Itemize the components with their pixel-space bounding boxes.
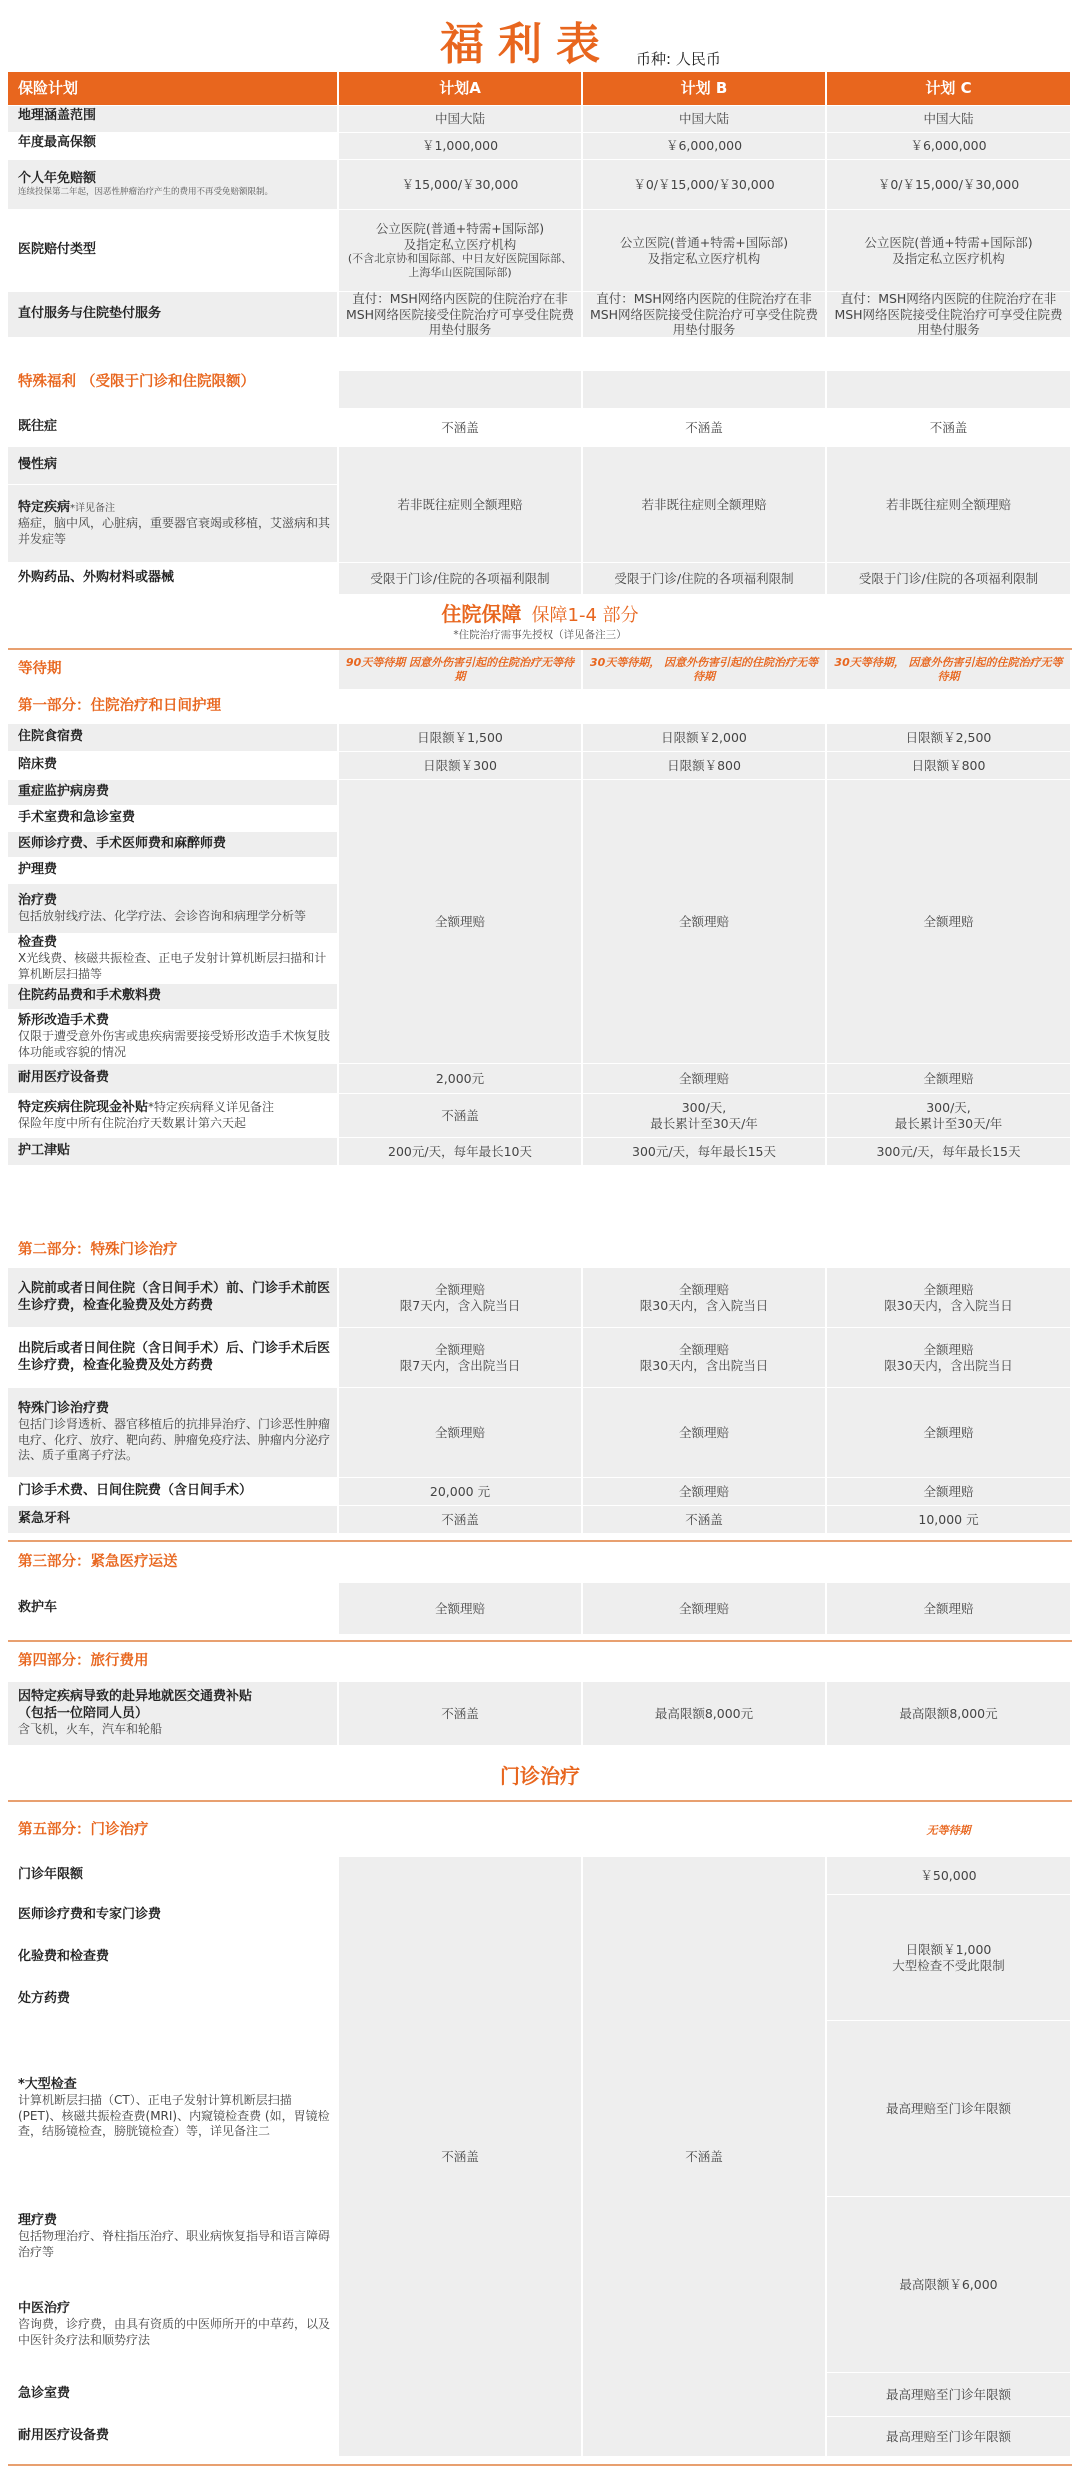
equipment-label: 耐用医疗设备费: [8, 1064, 339, 1094]
room-label: 住院食宿费: [8, 724, 339, 752]
direct-pay-b: 直付：MSH网络内医院的住院治疗在非MSH网络医院接受住院治疗可享受住院费用垫付服务: [583, 292, 827, 338]
part4-table: [8, 1642, 1072, 1746]
waiting-b: 30天等待期， 因意外伤害引起的住院治疗无等待期: [583, 650, 827, 690]
part3-title: 第三部分：紧急医疗运送: [8, 1543, 339, 1583]
travel-label-cell: [8, 1682, 339, 1746]
empty-cell: [339, 1234, 583, 1268]
op-equip-label: 耐用医疗设备费: [8, 2417, 339, 2457]
dental-a: 不涵盖: [339, 1506, 583, 1534]
empty-cell: [339, 371, 583, 409]
room-a: 日限额￥1,500: [339, 724, 583, 752]
equipment-b: 全额理赔: [583, 1064, 827, 1094]
op-surgery-b: 全额理赔: [583, 1478, 827, 1506]
special-op-a: 全额理赔: [339, 1388, 583, 1478]
major-exam-label-cell: [8, 2021, 339, 2197]
inpatient-title: 住院保障: [441, 602, 522, 626]
preexisting-c: 不涵盖: [827, 409, 1072, 447]
equipment-a: 2,000元: [339, 1064, 583, 1094]
op-daily-line2: 大型检查不受此限制: [892, 1957, 1005, 1973]
preexisting-label: 既往症: [8, 409, 339, 447]
critical-label: 特定疾病: [18, 499, 71, 515]
part1-title: 第一部分：住院治疗和日间护理: [8, 690, 339, 724]
room-b: 日限额￥2,000: [583, 724, 827, 752]
external-drugs-a: 受限于门诊/住院的各项福利限制: [339, 563, 583, 595]
preexisting-a: 不涵盖: [339, 409, 583, 447]
empty-cell: [583, 1543, 827, 1583]
annual-max-b: ￥6,000,000: [583, 133, 827, 160]
critical-label-cell: [8, 485, 339, 563]
tcm-label: 中医治疗: [18, 2300, 71, 2316]
op-equip-c: 最高理赔至门诊年限额: [827, 2417, 1072, 2457]
post-a: [339, 1328, 583, 1388]
travel-sub: 含飞机，火车，汽车和轮船: [18, 1721, 163, 1736]
preexisting-b: 不涵盖: [583, 409, 827, 447]
hospital-type-c-line1: 公立医院(普通+特需+国际部): [864, 234, 1033, 250]
critical-c: 若非既往症则全额理赔: [827, 447, 1072, 563]
hospital-type-b-line2: 及指定私立医疗机构: [647, 250, 761, 266]
companion-b: 日限额￥800: [583, 752, 827, 780]
ambulance-b: 全额理赔: [583, 1583, 827, 1635]
er-label: 急诊室费: [8, 2373, 339, 2417]
empty-cell: [583, 690, 827, 724]
cash-note: *特定疾病释义详见备注: [148, 1099, 275, 1114]
special-op-label-cell: [8, 1388, 339, 1478]
ambulance-c: 全额理赔: [827, 1583, 1072, 1635]
op-doctor-label: 医师诊疗费和专家门诊费: [8, 1895, 339, 1937]
empty-cell: [827, 690, 1072, 724]
hospital-type-a-line1: 公立医院(普通+特需+国际部): [375, 221, 545, 237]
doctor-label: 医师诊疗费、手术医师费和麻醉师费: [8, 832, 339, 858]
nursing-allow-label: 护工津贴: [8, 1138, 339, 1166]
inpatient-note: *住院治疗需事先授权（详见备注三）: [453, 629, 627, 641]
cash-label: 特定疾病住院现金补贴: [18, 1099, 149, 1115]
icu-label: 重症监护病房费: [8, 780, 339, 806]
inpatient-banner: [0, 598, 1080, 642]
ambulance-label: 救护车: [8, 1583, 339, 1635]
plan-header-row: [8, 72, 1072, 106]
pre-a-line1: 全额理赔: [434, 1281, 485, 1297]
tcm-sub: 咨询费，诊疗费，由具有资质的中医师所开的中草药，以及中医针灸疗法和顺势疗法: [18, 2317, 331, 2347]
plan-b-header: 计划 B: [583, 72, 827, 106]
op-daily-line1: 日限额￥1,000: [905, 1941, 992, 1957]
post-c-line2: 限30天内，含出院当日: [884, 1357, 1013, 1373]
op-surgery-c: 全额理赔: [827, 1478, 1072, 1506]
part3-table: [8, 1543, 1072, 1635]
empty-cell: [583, 1642, 827, 1682]
hospital-type-b-line1: 公立医院(普通+特需+国际部): [619, 234, 789, 250]
op-lab-label: 化验费和检查费: [8, 1937, 339, 1979]
empty-cell: [583, 371, 827, 409]
cash-label-cell: [8, 1094, 339, 1138]
part5-table: [8, 1805, 1072, 2457]
direct-pay-a: 直付：MSH网络内医院的住院治疗在非MSH网络医院接受住院治疗可享受住院费用垫付服务: [339, 292, 583, 338]
deductible-b: ￥0/￥15,000/￥30,000: [583, 160, 827, 210]
post-c-line1: 全额理赔: [923, 1341, 974, 1357]
cash-a: 不涵盖: [339, 1094, 583, 1138]
annual-max-c: ￥6,000,000: [827, 133, 1072, 160]
op-annual-label: 门诊年限额: [8, 1857, 339, 1895]
op-surgery-a: 20,000 元: [339, 1478, 583, 1506]
empty-cell: [827, 371, 1072, 409]
currency-label: 币种: 人民币: [636, 50, 721, 68]
part5-not-covered-a: 不涵盖: [339, 1857, 583, 2457]
exam-label: 检查费: [18, 934, 58, 950]
treatment-sub: 包括放射线疗法、化学疗法、会诊咨询和病理学分析等: [18, 908, 307, 923]
drugs-label: 住院药品费和手术敷料费: [8, 984, 339, 1010]
part5-c-waiting: 无等待期: [827, 1805, 1072, 1857]
hospital-type-label: 医院赔付类型: [8, 210, 339, 292]
special-op-b: 全额理赔: [583, 1388, 827, 1478]
hospital-type-b: [583, 210, 827, 292]
special-op-label: 特殊门诊治疗费: [18, 1400, 110, 1416]
op-daily-c: [827, 1895, 1072, 2021]
travel-label2: （包括一位陪同人员）: [18, 1705, 149, 1721]
special-op-c: 全额理赔: [827, 1388, 1072, 1478]
travel-c: 最高限额8,000元: [827, 1682, 1072, 1746]
post-b-line1: 全额理赔: [678, 1341, 729, 1357]
critical-b: 若非既往症则全额理赔: [583, 447, 827, 563]
critical-note: *详见备注: [70, 502, 116, 514]
deductible-label-cell: [8, 160, 339, 210]
special-op-sub: 包括门诊肾透析、器官移植后的抗排异治疗、门诊恶性肿瘤电疗、化疗、放疗、靶向药、肿瘤免疫疗法、肿瘤内分泌疗法、质子重离子疗法。: [18, 1417, 331, 1463]
therapy-label: 理疗费: [18, 2212, 58, 2228]
treatment-label: 治疗费: [18, 892, 58, 908]
divider: [8, 2464, 1072, 2466]
empty-cell: [827, 1642, 1072, 1682]
dental-label: 紧急牙科: [8, 1506, 339, 1534]
deductible-c: ￥0/￥15,000/￥30,000: [827, 160, 1072, 210]
post-label: 出院后或者日间住院（含日间手术）后、门诊手术后医生诊疗费，检查化验费及处方药费: [8, 1328, 339, 1388]
cash-c-line1: 300/天,: [926, 1099, 971, 1115]
page-title: 福利表: [440, 19, 614, 70]
empty-cell: [583, 1805, 827, 1857]
part1-full-c: 全额理赔: [827, 780, 1072, 1064]
travel-label: 因特定疾病导致的赴异地就医交通费补贴: [18, 1689, 253, 1705]
cash-b-line1: 300/天,: [681, 1099, 727, 1115]
travel-a: 不涵盖: [339, 1682, 583, 1746]
chronic-label: 慢性病: [8, 447, 339, 485]
annual-max-a: ￥1,000,000: [339, 133, 583, 160]
part5-title: 第五部分：门诊治疗: [8, 1805, 339, 1857]
pre-label: 入院前或者日间住院（含日间手术）前、门诊手术前医生诊疗费，检查化验费及处方药费: [8, 1268, 339, 1328]
hospital-type-a-line2: 及指定私立医疗机构: [403, 236, 517, 252]
cash-b: [583, 1094, 827, 1138]
critical-a: 若非既往症则全额理赔: [339, 447, 583, 563]
waiting-a: 90天等待期 因意外伤害引起的住院治疗无等待期: [339, 650, 583, 690]
nursing-allow-c: 300元/天，每年最长15天: [827, 1138, 1072, 1166]
annual-max-label: 年度最高保额: [8, 133, 339, 160]
pre-c-line2: 限30天内，含入院当日: [884, 1297, 1013, 1313]
outpatient-banner: [0, 1760, 1080, 1789]
post-b: [583, 1328, 827, 1388]
inpatient-subtitle: 保障1-4 部分: [531, 605, 639, 626]
companion-a: 日限额￥300: [339, 752, 583, 780]
ortho-label: 矫形改造手术费: [18, 1012, 110, 1028]
nursing-allow-b: 300元/天，每年最长15天: [583, 1138, 827, 1166]
treatment-label-cell: [8, 884, 339, 934]
nursing-allow-a: 200元/天，每年最长10天: [339, 1138, 583, 1166]
dental-c: 10,000 元: [827, 1506, 1072, 1534]
therapy-label-cell: [8, 2197, 339, 2277]
post-c: [827, 1328, 1072, 1388]
pre-b-line1: 全额理赔: [678, 1281, 729, 1297]
exam-label-cell: [8, 934, 339, 984]
external-drugs-label: 外购药品、外购材料或器械: [8, 563, 339, 595]
basic-info-table: [8, 106, 1072, 338]
direct-pay-label: 直付服务与住院垫付服务: [8, 292, 339, 338]
deductible-a: ￥15,000/￥30,000: [339, 160, 583, 210]
travel-b: 最高限额8,000元: [583, 1682, 827, 1746]
tcm-label-cell: [8, 2277, 339, 2373]
critical-sub: 癌症，脑中风，心脏病，重要器官衰竭或移植，艾滋病和其并发症等: [18, 516, 331, 546]
therapy-sub: 包括物理治疗、脊柱指压治疗、职业病恢复指导和语言障碍治疗等: [18, 2229, 331, 2259]
hospital-type-a-line3: (不含北京协和国际部、中日友好医院国际部、上海华山医院国际部): [347, 252, 573, 280]
plan-header-label: 保险计划: [8, 72, 339, 106]
ortho-label-cell: [8, 1010, 339, 1064]
empty-cell: [339, 1543, 583, 1583]
post-a-line1: 全额理赔: [434, 1341, 485, 1357]
post-b-line2: 限30天内，含出院当日: [639, 1357, 769, 1373]
part1-table: [8, 650, 1072, 1166]
external-drugs-c: 受限于门诊/住院的各项福利限制: [827, 563, 1072, 595]
major-exam-c: 最高理赔至门诊年限额: [827, 2021, 1072, 2197]
direct-pay-c: 直付：MSH网络内医院的住院治疗在非MSH网络医院接受住院治疗可享受住院费用垫付服务: [827, 292, 1072, 338]
deductible-note: 连续投保第二年起，因恶性肿瘤治疗产生的费用不再受免赔额限制。: [18, 187, 274, 198]
region-a: 中国大陆: [339, 106, 583, 133]
cash-c: [827, 1094, 1072, 1138]
hospital-type-c: [827, 210, 1072, 292]
cash-sub: 保险年度中所有住院治疗天数累计第六天起: [18, 1115, 247, 1130]
dental-b: 不涵盖: [583, 1506, 827, 1534]
room-c: 日限额￥2,500: [827, 724, 1072, 752]
special-benefits-title: 特殊福利 （受限于门诊和住院限额）: [8, 371, 339, 409]
waiting-c: 30天等待期， 因意外伤害引起的住院治疗无等待期: [827, 650, 1072, 690]
part5-not-covered-b: 不涵盖: [583, 1857, 827, 2457]
plan-a-header: 计划A: [339, 72, 583, 106]
companion-c: 日限额￥800: [827, 752, 1072, 780]
deductible-label: 个人年免赔额: [18, 171, 97, 187]
post-a-line2: 限7天内，含出院当日: [399, 1357, 521, 1373]
er-c: 最高理赔至门诊年限额: [827, 2373, 1072, 2417]
nursing-label: 护理费: [8, 858, 339, 884]
waiting-label: 等待期: [8, 650, 339, 690]
empty-cell: [339, 1642, 583, 1682]
divider: [8, 1800, 1072, 1802]
pre-a: [339, 1268, 583, 1328]
part1-full-b: 全额理赔: [583, 780, 827, 1064]
part2-table: [8, 1234, 1072, 1534]
cash-c-line2: 最长累计至30天/年: [894, 1115, 1003, 1131]
major-exam-sub: 计算机断层扫描（CT）、正电子发射计算机断层扫描(PET)、核磁共振检查费(MRI)、内窥镜检查费 (如，胃镜检查，结肠镜检查，膀胱镜检查）等，详见备注二: [18, 2093, 330, 2139]
special-benefits-table: [8, 371, 1072, 595]
equipment-c: 全额理赔: [827, 1064, 1072, 1094]
hospital-type-a: [339, 210, 583, 292]
outpatient-title: 门诊治疗: [500, 1764, 580, 1788]
companion-label: 陪床费: [8, 752, 339, 780]
part1-full-a: 全额理赔: [339, 780, 583, 1064]
cash-b-line2: 最长累计至30天/年: [650, 1115, 758, 1131]
empty-cell: [827, 1234, 1072, 1268]
exam-sub: X光线费、核磁共振检查、正电子发射计算机断层扫描和计算机断层扫描等: [18, 951, 327, 981]
part2-title: 第二部分：特殊门诊治疗: [8, 1234, 339, 1268]
pre-b: [583, 1268, 827, 1328]
empty-cell: [827, 1543, 1072, 1583]
therapy-c: 最高限额￥6,000: [827, 2197, 1072, 2373]
page-header: [0, 0, 1080, 70]
ortho-sub: 仅限于遭受意外伤害或患疾病需要接受矫形改造手术恢复肢体功能或容貌的情况: [18, 1029, 331, 1059]
empty-cell: [339, 1805, 583, 1857]
ambulance-a: 全额理赔: [339, 1583, 583, 1635]
hospital-type-c-line2: 及指定私立医疗机构: [892, 250, 1005, 266]
empty-cell: [583, 1234, 827, 1268]
surgery-room-label: 手术室费和急诊室费: [8, 806, 339, 832]
major-exam-label: *大型检查: [18, 2076, 77, 2092]
pre-b-line2: 限30天内，含入院当日: [639, 1297, 769, 1313]
empty-cell: [339, 690, 583, 724]
op-rx-label: 处方药费: [8, 1979, 339, 2021]
pre-a-line2: 限7天内，含入院当日: [399, 1297, 521, 1313]
region-c: 中国大陆: [827, 106, 1072, 133]
op-surgery-label: 门诊手术费、日间住院费（含日间手术）: [8, 1478, 339, 1506]
pre-c: [827, 1268, 1072, 1328]
region-label: 地理涵盖范围: [8, 106, 339, 133]
divider: [8, 1540, 1072, 1542]
part4-title: 第四部分：旅行费用: [8, 1642, 339, 1682]
pre-c-line1: 全额理赔: [923, 1281, 974, 1297]
external-drugs-b: 受限于门诊/住院的各项福利限制: [583, 563, 827, 595]
region-b: 中国大陆: [583, 106, 827, 133]
op-annual-c: ￥50,000: [827, 1857, 1072, 1895]
plan-c-header: 计划 C: [827, 72, 1072, 106]
